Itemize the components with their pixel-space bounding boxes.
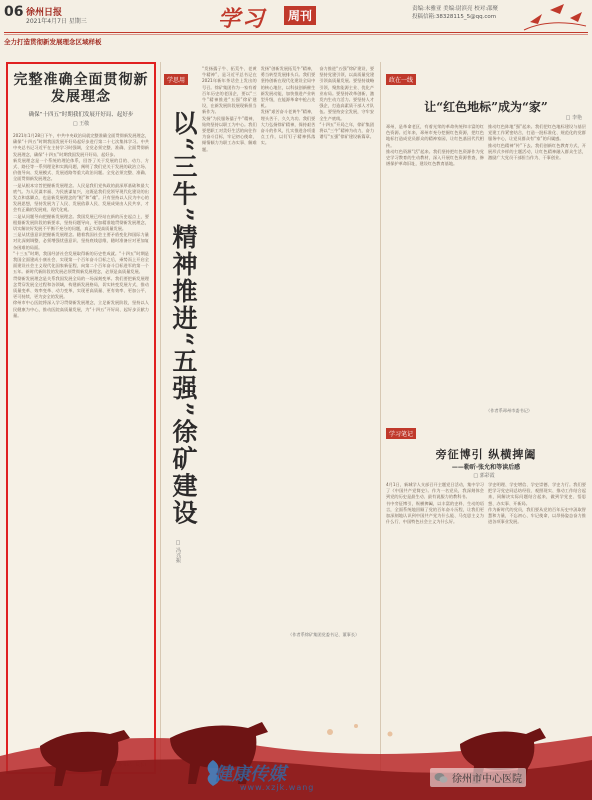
masthead-rule	[4, 32, 588, 33]
masthead	[0, 0, 592, 44]
featured-article-title: 完整准确全面贯彻新发展理念	[13, 72, 149, 105]
masthead-rule-thin	[4, 34, 588, 35]
right-article-1-column-2: 推动红色阵地“强”起来。我们把红色地标建设与基层党建工作紧密结合，打造一批标准化、规范化的党群服务中心，让党员群众有“家”的归属感。 推动红色精神“传”下去。我们创新红色教育方式，开展形式多样的主题活动，让红色精神融入群众生活，激励广大党员干部担当作为、干事创业。	[488, 124, 586, 161]
account-tag	[430, 768, 526, 787]
right-article-2-column-1: 4月1日，新城学人支部召开主题党日活动，集中学习了《中国共产党简史》。作为一名党员，我深刻体会到党的历史是最生动、最有说服力的教科书。 书中旁征博引，纵横捭阖，以丰富的史料、生动的语言，全面系统地回顾了党的百年奋斗历程，让我们更加深刻地认识到中国共产党为什么能、马克思主义为什么行、中国特色社会主义为什么好。	[386, 482, 484, 525]
right-article-2-column-2: 学史明理、学史增信、学史崇德、学史力行。我们要把学习党史同总结经验、观照现实、推动工作结合起来，同解决实际问题结合起来，做到学党史、悟思想、办实事、开新局。 作为新时代的党员，我们要从党的百年历史中汲取智慧和力量，不忘初心、牢记使命，以昂扬姿态奋力推进各项事业发展。	[488, 482, 586, 525]
right-article-1-footer: （作者系邳州市委书记）	[486, 408, 533, 413]
middle-article-column-1: “发扬孺子牛、拓荒牛、老黄牛精神”，是习近平总书记在2021年新年茶话会上发出的号召。徐矿集团作为一家有着百年历史的老国企，要以“三牛”精神推进“五强”徐矿建设，在新发展阶段展现新担当新作为。 发扬“为民服务孺子牛”精神，始终坚持以职工为中心。我们要把职工对美好生活的向往作为奋斗目标，牢记初心使命，倾情倾力为职工办实事、解难题。	[202, 66, 257, 152]
right-article-1-column-1: 邳州，是革命老区，有着光荣的革命传统和丰富的红色资源。近年来，邳州市充分挖掘红色资源，把红色地标打造成党员群众的精神家园，让红色基因代代相传。 推动红色资源“活”起来。我们坚持把红色资源作为党史学习教育的生动教材，深入开展红色资源普查，修缮保护革命旧址，建设红色教育基地。	[386, 124, 484, 167]
middle-article-label: 学思用	[164, 74, 188, 85]
featured-article-author: □ 王敬	[72, 121, 90, 127]
editor-credits: 责编:未雅亚 美编:尉滨亮 校对:邵聚 投稿信箱:38328115_5@qq.com	[412, 6, 499, 20]
right-article-1-title: 让“红色地标”成为“家”	[424, 100, 548, 114]
right-article-1-body	[386, 124, 586, 420]
wechat-icon	[434, 772, 448, 784]
middle-article-body	[202, 66, 374, 776]
column-divider	[380, 62, 381, 772]
section-badge: 周刊	[284, 6, 316, 25]
featured-article	[6, 62, 156, 774]
paper-name: 徐州日报	[26, 8, 63, 18]
middle-article-column-3: 奋力推进“五强”徐矿建设，要坚持党建引领，以高质量党建引领高质量发展。要坚持战略引领，聚焦能源主业、优化产业布局。要坚持改革创新，激发内生动力活力。要坚持人才强企，打造高素质干部人才队伍。要坚持安全发展，守牢安全生产底线。 “十四五”开局之年，徐矿集团将以“三牛”精神为动力，奋力谱写“五强”徐矿建设新篇章。	[319, 66, 375, 140]
publication-date: 2021年4月7日 星期三	[26, 18, 87, 25]
right-article-1-label: 政在一线	[386, 74, 416, 85]
hospital-name: 徐州市中心医院	[452, 774, 522, 785]
series-banner: 全力打造贯彻新发展理念区域样板	[4, 38, 102, 46]
right-article-2-author: □ 郭彩霞	[473, 473, 495, 479]
site-watermark: 健康传媒	[214, 764, 286, 785]
featured-article-body: 2021年1月28日下午，中共中央政治局就完整准确全面贯彻新发展理念，确保“十四五”时期我国发展开好局起好步进行第二十七次集体学习。中共中央总书记习近平在主持学习时强调，全党必须完整、准确、全面贯彻新发展理念，确保“十四五”时期我国发展开好局、起好步。 新发展理念是一个系统的理论体系，回答了关于发展的目的、动力、方式、路径等一系列理论和实践问题，阐明了我们党关于发展的政治立场、价值导向、发展模式、发展道路等重大政治问题。全党必须完整、准确、全面贯彻新发展理念。 一是从根本宗旨把握新发展理念。人民是我们党执政的最深厚基础和最大底气。为人民谋幸福、为民族谋复兴，这既是我们党领导现代化建设的出发点和落脚点，也是新发展理念的“根”和“魂”。只有坚持以人民为中心的发展思想，坚持发展为了人民、发展依靠人民、发展成果由人民共享，才会有正确的发展观、现代化观。 二是从问题导向把握新发展理念。我国发展已经站在新的历史起点上，要根据新发展阶段的新要求，坚持问题导向，更加精准地贯彻新发展理念，切实解决好发展不平衡不充分的问题，真正实现高质量发展。 三是从忧患意识把握新发展理念。随着我国社会主要矛盾变化和国际力量对比深刻调整，必须增强忧患意识、坚持底线思维，随时准备应对更加复杂困难的局面。 “十三五”时期，我国经济社会发展取得新的历史性成就。“十四五”时期是我国全面建成小康社会、实现第一个百年奋斗目标之后，乘势而上开启全面建设社会主义现代化国家新征程、向第二个百年奋斗目标进军的第一个五年。新时代新阶段的发展必须贯彻新发展理念，必须是高质量发展。 贯彻新发展理念是关系我国发展全局的一场深刻变革。我们要把新发展理念贯穿发展全过程和各领域，构建新发展格局，切实转变发展方式，推动质量变革、效率变革、动力变革，实现更高质量、更有效率、更加公平、更可持续、更为安全的发展。 徐州市中心医院将深入学习贯彻新发展理念，立足新发展阶段，坚持以人民健康为中心，推动医院高质量发展，为“十四五”开好局、起好步贡献力量。	[13, 133, 149, 318]
middle-article-author: □ 冯兴振	[175, 540, 181, 563]
right-article-2-label: 学习笔记	[386, 428, 416, 439]
right-article-2-title: 旁征博引 纵横捭阖	[435, 448, 537, 461]
page-number: 06	[4, 4, 24, 20]
site-url: www.xzjk.wang	[240, 783, 315, 792]
featured-article-subtitle: 确保“十四五”时期我们发展开好局、起好步	[28, 112, 134, 118]
middle-article-footer: （作者系徐矿集团党委书记、董事长）	[288, 632, 360, 637]
middle-article-title: 以“三牛”精神推进“五强”徐矿建设	[169, 110, 198, 527]
right-article-1-author: □ 李艳	[565, 115, 582, 121]
section-title: 学习	[218, 7, 267, 32]
right-article-2-subtitle: ——勒昕·张允和等读后感	[451, 464, 521, 471]
column-divider	[160, 62, 161, 772]
middle-article-column-2: 发扬“创新发展拓荒牛”精神，勇当转型发展排头兵。我们要坚持创新在现代化建设全局中的核心地位，以科技创新催生新发展动能，加快推进产业转型升级，在能源革命中抢占先机。 发扬“艰苦奋斗老黄牛”精神，埋头苦干、久久为功。我们要大力弘扬徐矿精神，保持艰苦奋斗的作风，扎实推进各项重点工作，以钉钉子精神抓落实。	[260, 66, 316, 146]
